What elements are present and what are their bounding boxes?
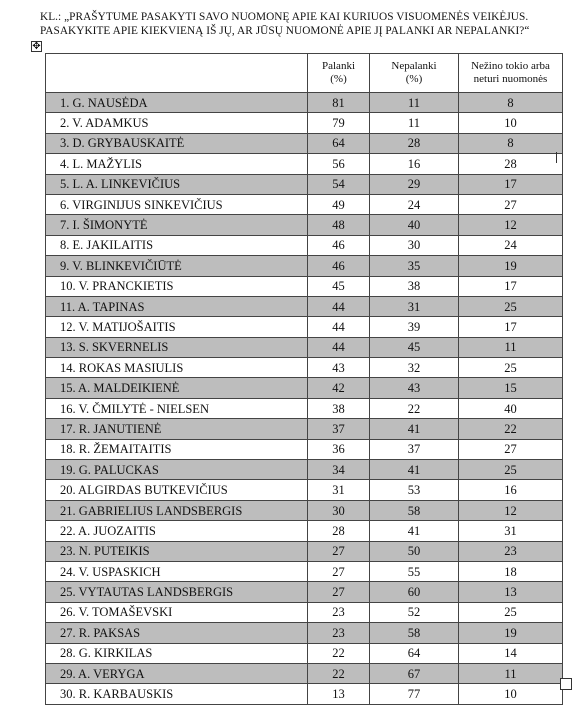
table-row — [46, 133, 563, 153]
table-row — [46, 174, 563, 194]
table-row — [46, 460, 563, 480]
cell-name: 3. D. GRYBAUSKAITĖ — [46, 133, 308, 153]
cell-no-opinion: 25 — [459, 296, 563, 316]
question-line-1: KL.: „PRAŠYTUME PASAKYTI SAVO NUOMONĘ APIE KAI KURIUOS VISUOMENĖS VEIKĖJUS. — [40, 11, 529, 23]
cell-favorable: 22 — [308, 643, 370, 663]
table-row — [46, 93, 563, 113]
question-line-2: PASAKYKITE APIE KIEKVIENĄ IŠ JŲ, AR JŪSŲ NUOMONĖ APIE JĮ PALANKI AR NEPALANKI?“ — [40, 25, 530, 37]
table-row — [46, 439, 563, 459]
cell-name: 18. R. ŽEMAITAITIS — [46, 439, 308, 459]
cell-unfavorable: 31 — [370, 296, 459, 316]
cell-favorable: 27 — [308, 541, 370, 561]
cell-unfavorable: 38 — [370, 276, 459, 296]
cell-name: 25. VYTAUTAS LANDSBERGIS — [46, 582, 308, 602]
cell-unfavorable: 60 — [370, 582, 459, 602]
cell-favorable: 28 — [308, 521, 370, 541]
table-row — [46, 337, 563, 357]
table-row — [46, 419, 563, 439]
table-row — [46, 480, 563, 500]
cell-no-opinion: 17 — [459, 317, 563, 337]
cell-unfavorable: 53 — [370, 480, 459, 500]
table-move-handle-icon[interactable]: ✥ — [32, 41, 41, 52]
cell-name: 22. A. JUOZAITIS — [46, 521, 308, 541]
cell-favorable: 13 — [308, 684, 370, 704]
cell-unfavorable: 50 — [370, 541, 459, 561]
cell-no-opinion: 13 — [459, 582, 563, 602]
cell-unfavorable: 29 — [370, 174, 459, 194]
cell-name: 4. L. MAŽYLIS — [46, 154, 308, 174]
header-favorable: Palanki (%) — [308, 54, 370, 93]
cell-no-opinion: 31 — [459, 521, 563, 541]
cell-favorable: 22 — [308, 663, 370, 683]
header-unfavorable: Nepalanki (%) — [370, 54, 459, 93]
table-row — [46, 358, 563, 378]
cell-no-opinion: 40 — [459, 398, 563, 418]
cell-favorable: 27 — [308, 582, 370, 602]
cell-no-opinion: 16 — [459, 480, 563, 500]
text-cursor — [556, 152, 557, 163]
table-row — [46, 113, 563, 133]
cell-favorable: 23 — [308, 602, 370, 622]
table-row — [46, 500, 563, 520]
cell-unfavorable: 77 — [370, 684, 459, 704]
cell-name: 9. V. BLINKEVIČIŪTĖ — [46, 256, 308, 276]
cell-name: 15. A. MALDEIKIENĖ — [46, 378, 308, 398]
cell-name: 5. L. A. LINKEVIČIUS — [46, 174, 308, 194]
cell-no-opinion: 15 — [459, 378, 563, 398]
cell-favorable: 54 — [308, 174, 370, 194]
cell-no-opinion: 10 — [459, 113, 563, 133]
cell-name: 28. G. KIRKILAS — [46, 643, 308, 663]
cell-unfavorable: 11 — [370, 93, 459, 113]
cell-name: 13. S. SKVERNELIS — [46, 337, 308, 357]
cell-unfavorable: 40 — [370, 215, 459, 235]
cell-no-opinion: 25 — [459, 358, 563, 378]
cell-no-opinion: 17 — [459, 174, 563, 194]
cell-favorable: 48 — [308, 215, 370, 235]
cell-no-opinion: 27 — [459, 194, 563, 214]
cell-no-opinion: 28 — [459, 154, 563, 174]
cell-no-opinion: 8 — [459, 133, 563, 153]
cell-no-opinion: 11 — [459, 337, 563, 357]
cell-unfavorable: 22 — [370, 398, 459, 418]
table-row — [46, 154, 563, 174]
cell-name: 26. V. TOMAŠEVSKI — [46, 602, 308, 622]
cell-name: 23. N. PUTEIKIS — [46, 541, 308, 561]
table-body — [46, 93, 563, 705]
table-row — [46, 317, 563, 337]
cell-favorable: 46 — [308, 256, 370, 276]
cell-no-opinion: 12 — [459, 500, 563, 520]
cell-no-opinion: 25 — [459, 460, 563, 480]
cell-no-opinion: 19 — [459, 256, 563, 276]
cell-unfavorable: 67 — [370, 663, 459, 683]
cell-favorable: 37 — [308, 419, 370, 439]
cell-name: 24. V. USPASKICH — [46, 561, 308, 581]
cell-unfavorable: 55 — [370, 561, 459, 581]
cell-name: 10. V. PRANCKIETIS — [46, 276, 308, 296]
cell-unfavorable: 58 — [370, 500, 459, 520]
table-row — [46, 582, 563, 602]
cell-favorable: 79 — [308, 113, 370, 133]
cell-favorable: 36 — [308, 439, 370, 459]
cell-unfavorable: 28 — [370, 133, 459, 153]
cell-name: 20. ALGIRDAS BUTKEVIČIUS — [46, 480, 308, 500]
table-row — [46, 663, 563, 683]
cell-favorable: 34 — [308, 460, 370, 480]
cell-unfavorable: 41 — [370, 460, 459, 480]
survey-question — [40, 10, 570, 38]
cell-favorable: 49 — [308, 194, 370, 214]
cell-name: 19. G. PALUCKAS — [46, 460, 308, 480]
table-header-row — [46, 54, 563, 93]
table-row — [46, 215, 563, 235]
cell-no-opinion: 24 — [459, 235, 563, 255]
cell-no-opinion: 12 — [459, 215, 563, 235]
cell-unfavorable: 43 — [370, 378, 459, 398]
cell-name: 21. GABRIELIUS LANDSBERGIS — [46, 500, 308, 520]
cell-name: 1. G. NAUSĖDA — [46, 93, 308, 113]
cell-unfavorable: 41 — [370, 521, 459, 541]
cell-no-opinion: 25 — [459, 602, 563, 622]
table-row — [46, 378, 563, 398]
cell-favorable: 44 — [308, 296, 370, 316]
cell-name: 12. V. MATIJOŠAITIS — [46, 317, 308, 337]
cell-unfavorable: 39 — [370, 317, 459, 337]
table-row — [46, 521, 563, 541]
cell-unfavorable: 35 — [370, 256, 459, 276]
table-row — [46, 256, 563, 276]
cell-unfavorable: 64 — [370, 643, 459, 663]
cell-name: 17. R. JANUTIENĖ — [46, 419, 308, 439]
header-name — [46, 54, 308, 93]
cell-favorable: 44 — [308, 317, 370, 337]
table-row — [46, 643, 563, 663]
cell-favorable: 81 — [308, 93, 370, 113]
cell-unfavorable: 24 — [370, 194, 459, 214]
cell-no-opinion: 8 — [459, 93, 563, 113]
cell-unfavorable: 30 — [370, 235, 459, 255]
cell-no-opinion: 17 — [459, 276, 563, 296]
cell-name: 2. V. ADAMKUS — [46, 113, 308, 133]
cell-name: 11. A. TAPINAS — [46, 296, 308, 316]
cell-favorable: 23 — [308, 623, 370, 643]
cell-no-opinion: 10 — [459, 684, 563, 704]
table-resize-handle-icon[interactable] — [560, 678, 572, 690]
cell-no-opinion: 23 — [459, 541, 563, 561]
cell-favorable: 64 — [308, 133, 370, 153]
cell-name: 8. E. JAKILAITIS — [46, 235, 308, 255]
cell-no-opinion: 22 — [459, 419, 563, 439]
cell-favorable: 42 — [308, 378, 370, 398]
cell-unfavorable: 52 — [370, 602, 459, 622]
cell-favorable: 38 — [308, 398, 370, 418]
cell-name: 30. R. KARBAUSKIS — [46, 684, 308, 704]
cell-name: 16. V. ČMILYTĖ - NIELSEN — [46, 398, 308, 418]
cell-favorable: 43 — [308, 358, 370, 378]
cell-unfavorable: 16 — [370, 154, 459, 174]
cell-favorable: 45 — [308, 276, 370, 296]
cell-no-opinion: 11 — [459, 663, 563, 683]
cell-name: 7. I. ŠIMONYTĖ — [46, 215, 308, 235]
results-table — [45, 53, 563, 705]
cell-unfavorable: 58 — [370, 623, 459, 643]
cell-favorable: 56 — [308, 154, 370, 174]
cell-favorable: 44 — [308, 337, 370, 357]
cell-no-opinion: 14 — [459, 643, 563, 663]
table-row — [46, 398, 563, 418]
cell-name: 14. ROKAS MASIULIS — [46, 358, 308, 378]
header-no-opinion: Nežino tokio arba neturi nuomonės — [459, 54, 563, 93]
cell-unfavorable: 11 — [370, 113, 459, 133]
cell-name: 29. A. VERYGA — [46, 663, 308, 683]
cell-name: 6. VIRGINIJUS SINKEVIČIUS — [46, 194, 308, 214]
cell-no-opinion: 27 — [459, 439, 563, 459]
cell-no-opinion: 19 — [459, 623, 563, 643]
cell-favorable: 27 — [308, 561, 370, 581]
table-row — [46, 623, 563, 643]
cell-favorable: 30 — [308, 500, 370, 520]
table-row — [46, 235, 563, 255]
cell-favorable: 46 — [308, 235, 370, 255]
table-row — [46, 541, 563, 561]
cell-name: 27. R. PAKSAS — [46, 623, 308, 643]
cell-unfavorable: 32 — [370, 358, 459, 378]
cell-unfavorable: 45 — [370, 337, 459, 357]
table-row — [46, 194, 563, 214]
cell-no-opinion: 18 — [459, 561, 563, 581]
table-row — [46, 276, 563, 296]
table-row — [46, 684, 563, 704]
cell-unfavorable: 41 — [370, 419, 459, 439]
table-row — [46, 296, 563, 316]
table-row — [46, 602, 563, 622]
table-row — [46, 561, 563, 581]
cell-unfavorable: 37 — [370, 439, 459, 459]
cell-favorable: 31 — [308, 480, 370, 500]
